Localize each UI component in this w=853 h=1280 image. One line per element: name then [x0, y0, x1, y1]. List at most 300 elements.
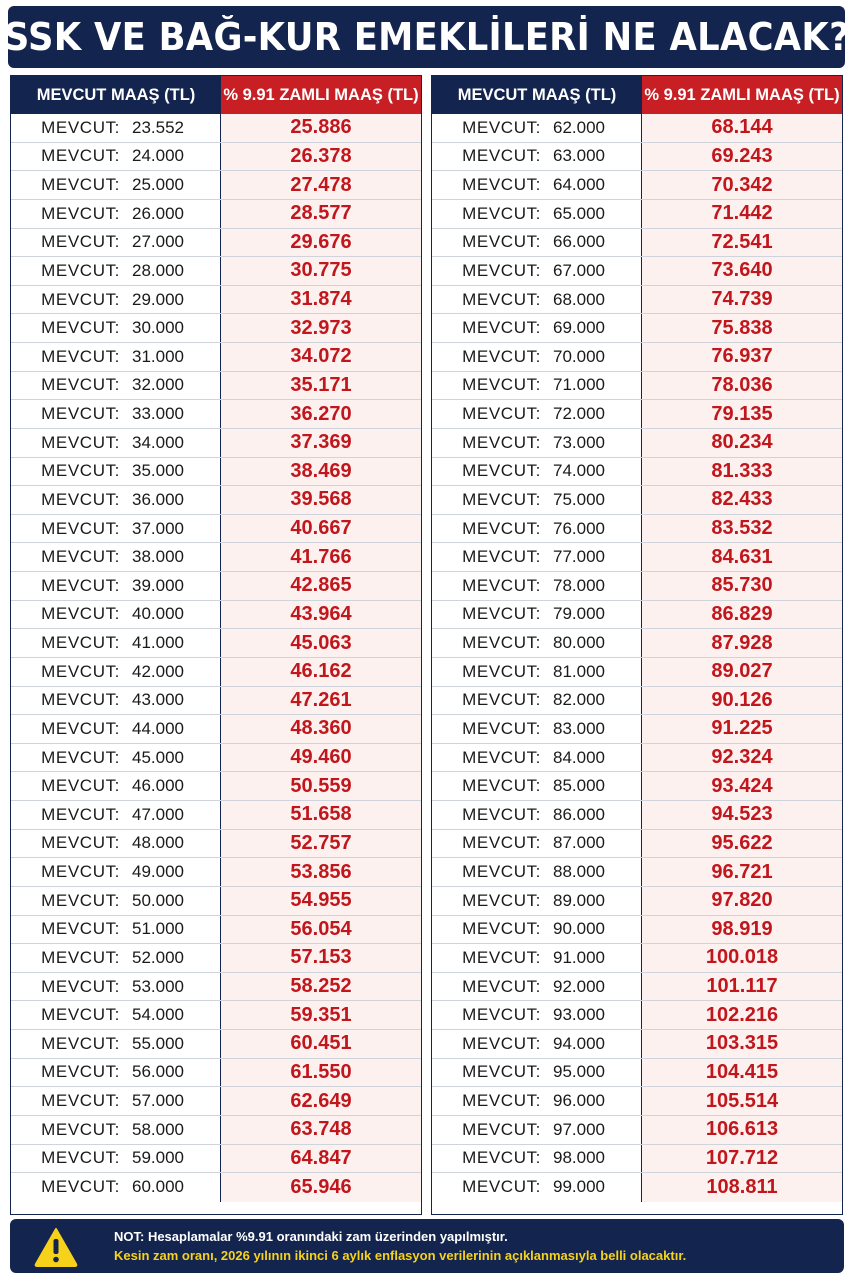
current-salary-value: 71.000 — [553, 375, 605, 395]
table-row — [11, 200, 421, 229]
current-salary-cell — [432, 601, 642, 629]
table-row — [11, 1087, 421, 1116]
current-salary-cell — [432, 372, 642, 400]
table-row — [432, 687, 842, 716]
current-salary-value: 27.000 — [132, 232, 184, 252]
table-row — [432, 772, 842, 801]
row-prefix-label: MEVCUT: — [41, 203, 120, 223]
current-salary-value: 79.000 — [553, 604, 605, 624]
current-salary-cell — [11, 257, 221, 285]
row-prefix-label: MEVCUT: — [462, 1091, 541, 1111]
raised-salary-value: 50.559 — [221, 772, 421, 800]
row-prefix-label: MEVCUT: — [41, 575, 120, 595]
current-salary-value: 76.000 — [553, 518, 605, 538]
raised-salary-value: 34.072 — [221, 343, 421, 371]
table-row — [432, 1030, 842, 1059]
current-salary-value: 34.000 — [132, 432, 184, 452]
current-salary-cell — [432, 286, 642, 314]
raised-salary-value: 101.117 — [642, 973, 842, 1001]
row-prefix-label: MEVCUT: — [41, 232, 120, 252]
raised-salary-value: 48.360 — [221, 715, 421, 743]
table-row — [11, 114, 421, 143]
current-salary-cell — [11, 944, 221, 972]
table-header — [432, 76, 842, 114]
row-prefix-label: MEVCUT: — [41, 461, 120, 481]
raised-salary-value: 96.721 — [642, 858, 842, 886]
current-salary-cell — [432, 801, 642, 829]
current-salary-value: 31.000 — [132, 346, 184, 366]
raised-salary-value: 59.351 — [221, 1001, 421, 1029]
current-salary-value: 75.000 — [553, 489, 605, 509]
current-salary-cell — [432, 572, 642, 600]
raised-salary-value: 102.216 — [642, 1001, 842, 1029]
current-salary-value: 98.000 — [553, 1148, 605, 1168]
current-salary-value: 38.000 — [132, 547, 184, 567]
current-salary-value: 26.000 — [132, 203, 184, 223]
current-salary-value: 62.000 — [553, 117, 605, 137]
current-salary-cell — [11, 973, 221, 1001]
row-prefix-label: MEVCUT: — [41, 375, 120, 395]
row-prefix-label: MEVCUT: — [462, 747, 541, 767]
raised-salary-value: 106.613 — [642, 1116, 842, 1144]
raised-salary-value: 47.261 — [221, 687, 421, 715]
current-salary-value: 86.000 — [553, 804, 605, 824]
table-row — [11, 944, 421, 973]
raised-salary-value: 94.523 — [642, 801, 842, 829]
current-salary-value: 59.000 — [132, 1148, 184, 1168]
table-row — [11, 257, 421, 286]
raised-salary-value: 79.135 — [642, 400, 842, 428]
current-salary-cell — [11, 286, 221, 314]
current-salary-value: 66.000 — [553, 232, 605, 252]
row-prefix-label: MEVCUT: — [462, 776, 541, 796]
row-prefix-label: MEVCUT: — [462, 117, 541, 137]
current-salary-cell — [11, 830, 221, 858]
row-prefix-label: MEVCUT: — [41, 146, 120, 166]
current-salary-value: 54.000 — [132, 1005, 184, 1025]
raised-salary-value: 85.730 — [642, 572, 842, 600]
raised-salary-value: 56.054 — [221, 916, 421, 944]
header-raised-salary: % 9.91 ZAMLI MAAŞ (TL) — [642, 76, 842, 114]
row-prefix-label: MEVCUT: — [462, 432, 541, 452]
table-row — [432, 143, 842, 172]
row-prefix-label: MEVCUT: — [462, 489, 541, 509]
table-row — [432, 257, 842, 286]
current-salary-value: 85.000 — [553, 776, 605, 796]
table-row — [11, 916, 421, 945]
current-salary-cell — [11, 744, 221, 772]
raised-salary-value: 107.712 — [642, 1145, 842, 1173]
row-prefix-label: MEVCUT: — [41, 833, 120, 853]
current-salary-cell — [432, 143, 642, 171]
row-prefix-label: MEVCUT: — [462, 976, 541, 996]
row-prefix-label: MEVCUT: — [41, 804, 120, 824]
raised-salary-value: 89.027 — [642, 658, 842, 686]
row-prefix-label: MEVCUT: — [462, 575, 541, 595]
raised-salary-value: 45.063 — [221, 629, 421, 657]
current-salary-value: 78.000 — [553, 575, 605, 595]
row-prefix-label: MEVCUT: — [462, 375, 541, 395]
current-salary-value: 24.000 — [132, 146, 184, 166]
current-salary-cell — [11, 1030, 221, 1058]
row-prefix-label: MEVCUT: — [462, 1062, 541, 1082]
row-prefix-label: MEVCUT: — [462, 661, 541, 681]
current-salary-value: 63.000 — [553, 146, 605, 166]
raised-salary-value: 27.478 — [221, 171, 421, 199]
current-salary-cell — [432, 629, 642, 657]
header-raised-salary: % 9.91 ZAMLI MAAŞ (TL) — [221, 76, 421, 114]
salary-table-right — [431, 75, 843, 1215]
table-row — [11, 229, 421, 258]
current-salary-cell — [11, 429, 221, 457]
raised-salary-value: 71.442 — [642, 200, 842, 228]
table-row — [432, 1173, 842, 1202]
current-salary-cell — [11, 601, 221, 629]
row-prefix-label: MEVCUT: — [462, 461, 541, 481]
row-prefix-label: MEVCUT: — [462, 947, 541, 967]
row-prefix-label: MEVCUT: — [462, 633, 541, 653]
raised-salary-value: 86.829 — [642, 601, 842, 629]
table-row — [432, 171, 842, 200]
table-body — [11, 114, 421, 1202]
current-salary-cell — [432, 772, 642, 800]
table-row — [11, 343, 421, 372]
table-row — [11, 1145, 421, 1174]
current-salary-cell — [11, 515, 221, 543]
row-prefix-label: MEVCUT: — [41, 289, 120, 309]
current-salary-cell — [11, 772, 221, 800]
raised-salary-value: 68.144 — [642, 114, 842, 142]
row-prefix-label: MEVCUT: — [41, 1148, 120, 1168]
current-salary-cell — [432, 343, 642, 371]
raised-salary-value: 58.252 — [221, 973, 421, 1001]
table-row — [432, 429, 842, 458]
current-salary-cell — [432, 887, 642, 915]
current-salary-cell — [432, 944, 642, 972]
current-salary-value: 88.000 — [553, 862, 605, 882]
current-salary-value: 80.000 — [553, 633, 605, 653]
current-salary-cell — [11, 916, 221, 944]
current-salary-cell — [432, 1173, 642, 1202]
row-prefix-label: MEVCUT: — [41, 518, 120, 538]
current-salary-value: 69.000 — [553, 318, 605, 338]
row-prefix-label: MEVCUT: — [462, 404, 541, 424]
current-salary-value: 50.000 — [132, 890, 184, 910]
current-salary-cell — [11, 543, 221, 571]
table-row — [432, 400, 842, 429]
current-salary-value: 40.000 — [132, 604, 184, 624]
current-salary-cell — [11, 229, 221, 257]
raised-salary-value: 32.973 — [221, 314, 421, 342]
current-salary-cell — [11, 171, 221, 199]
row-prefix-label: MEVCUT: — [462, 690, 541, 710]
current-salary-cell — [432, 658, 642, 686]
raised-salary-value: 51.658 — [221, 801, 421, 829]
current-salary-cell — [432, 858, 642, 886]
row-prefix-label: MEVCUT: — [462, 862, 541, 882]
raised-salary-value: 29.676 — [221, 229, 421, 257]
raised-salary-value: 43.964 — [221, 601, 421, 629]
current-salary-cell — [432, 114, 642, 142]
row-prefix-label: MEVCUT: — [41, 175, 120, 195]
current-salary-cell — [11, 458, 221, 486]
current-salary-value: 58.000 — [132, 1119, 184, 1139]
current-salary-cell — [432, 543, 642, 571]
current-salary-cell — [432, 687, 642, 715]
row-prefix-label: MEVCUT: — [41, 1119, 120, 1139]
raised-salary-value: 90.126 — [642, 687, 842, 715]
note-line-1: NOT: Hesaplamalar %9.91 oranındaki zam üzerinden yapılmıştır. — [114, 1229, 508, 1244]
raised-salary-value: 31.874 — [221, 286, 421, 314]
current-salary-value: 92.000 — [553, 976, 605, 996]
raised-salary-value: 97.820 — [642, 887, 842, 915]
current-salary-value: 60.000 — [132, 1177, 184, 1197]
salary-table-left — [10, 75, 422, 1215]
raised-salary-value: 95.622 — [642, 830, 842, 858]
current-salary-value: 57.000 — [132, 1091, 184, 1111]
table-row — [11, 1116, 421, 1145]
raised-salary-value: 78.036 — [642, 372, 842, 400]
row-prefix-label: MEVCUT: — [41, 919, 120, 939]
row-prefix-label: MEVCUT: — [462, 518, 541, 538]
current-salary-value: 90.000 — [553, 919, 605, 939]
row-prefix-label: MEVCUT: — [462, 890, 541, 910]
current-salary-value: 97.000 — [553, 1119, 605, 1139]
raised-salary-value: 87.928 — [642, 629, 842, 657]
raised-salary-value: 28.577 — [221, 200, 421, 228]
row-prefix-label: MEVCUT: — [41, 489, 120, 509]
raised-salary-value: 63.748 — [221, 1116, 421, 1144]
raised-salary-value: 104.415 — [642, 1059, 842, 1087]
raised-salary-value: 73.640 — [642, 257, 842, 285]
current-salary-value: 39.000 — [132, 575, 184, 595]
current-salary-value: 89.000 — [553, 890, 605, 910]
current-salary-cell — [432, 1116, 642, 1144]
current-salary-value: 37.000 — [132, 518, 184, 538]
row-prefix-label: MEVCUT: — [41, 318, 120, 338]
row-prefix-label: MEVCUT: — [41, 1091, 120, 1111]
raised-salary-value: 35.171 — [221, 372, 421, 400]
current-salary-value: 74.000 — [553, 461, 605, 481]
table-row — [432, 572, 842, 601]
row-prefix-label: MEVCUT: — [462, 1033, 541, 1053]
note-line-2: Kesin zam oranı, 2026 yılının ikinci 6 aylık enflasyon verilerinin açıklanmasıyla belli olacaktır. — [114, 1248, 687, 1263]
table-row — [11, 629, 421, 658]
table-row — [432, 343, 842, 372]
raised-salary-value: 30.775 — [221, 257, 421, 285]
raised-salary-value: 54.955 — [221, 887, 421, 915]
table-header — [11, 76, 421, 114]
row-prefix-label: MEVCUT: — [41, 260, 120, 280]
current-salary-cell — [432, 429, 642, 457]
raised-salary-value: 62.649 — [221, 1087, 421, 1115]
current-salary-cell — [11, 1087, 221, 1115]
table-row — [11, 543, 421, 572]
table-row — [11, 830, 421, 859]
current-salary-cell — [11, 114, 221, 142]
current-salary-cell — [432, 830, 642, 858]
table-row — [11, 429, 421, 458]
current-salary-value: 64.000 — [553, 175, 605, 195]
raised-salary-value: 108.811 — [642, 1173, 842, 1202]
table-row — [11, 1059, 421, 1088]
current-salary-cell — [432, 1087, 642, 1115]
row-prefix-label: MEVCUT: — [41, 747, 120, 767]
table-row — [11, 744, 421, 773]
current-salary-cell — [432, 916, 642, 944]
table-row — [11, 515, 421, 544]
row-prefix-label: MEVCUT: — [462, 547, 541, 567]
table-row — [432, 658, 842, 687]
raised-salary-value: 69.243 — [642, 143, 842, 171]
current-salary-cell — [432, 314, 642, 342]
current-salary-cell — [11, 200, 221, 228]
current-salary-value: 29.000 — [132, 289, 184, 309]
table-row — [432, 916, 842, 945]
current-salary-value: 35.000 — [132, 461, 184, 481]
raised-salary-value: 92.324 — [642, 744, 842, 772]
current-salary-cell — [11, 1145, 221, 1173]
title-banner — [3, 6, 850, 68]
raised-salary-value: 61.550 — [221, 1059, 421, 1087]
current-salary-cell — [432, 171, 642, 199]
current-salary-value: 94.000 — [553, 1033, 605, 1053]
current-salary-value: 51.000 — [132, 919, 184, 939]
current-salary-value: 46.000 — [132, 776, 184, 796]
current-salary-value: 55.000 — [132, 1033, 184, 1053]
current-salary-cell — [11, 1059, 221, 1087]
row-prefix-label: MEVCUT: — [41, 1177, 120, 1197]
current-salary-value: 70.000 — [553, 346, 605, 366]
header-current-salary: MEVCUT MAAŞ (TL) — [432, 76, 642, 114]
table-row — [432, 515, 842, 544]
row-prefix-label: MEVCUT: — [41, 547, 120, 567]
table-row — [11, 772, 421, 801]
current-salary-value: 77.000 — [553, 547, 605, 567]
current-salary-cell — [11, 687, 221, 715]
raised-salary-value: 75.838 — [642, 314, 842, 342]
table-row — [11, 973, 421, 1002]
row-prefix-label: MEVCUT: — [41, 404, 120, 424]
raised-salary-value: 100.018 — [642, 944, 842, 972]
current-salary-value: 73.000 — [553, 432, 605, 452]
table-row — [432, 830, 842, 859]
table-row — [432, 973, 842, 1002]
row-prefix-label: MEVCUT: — [462, 833, 541, 853]
table-row — [432, 200, 842, 229]
table-row — [432, 744, 842, 773]
table-row — [432, 887, 842, 916]
table-row — [432, 629, 842, 658]
table-row — [11, 171, 421, 200]
raised-salary-value: 83.532 — [642, 515, 842, 543]
row-prefix-label: MEVCUT: — [462, 318, 541, 338]
row-prefix-label: MEVCUT: — [462, 289, 541, 309]
current-salary-value: 53.000 — [132, 976, 184, 996]
row-prefix-label: MEVCUT: — [41, 776, 120, 796]
row-prefix-label: MEVCUT: — [462, 260, 541, 280]
warning-icon — [34, 1227, 78, 1267]
current-salary-cell — [432, 257, 642, 285]
raised-salary-value: 40.667 — [221, 515, 421, 543]
current-salary-value: 95.000 — [553, 1062, 605, 1082]
row-prefix-label: MEVCUT: — [462, 919, 541, 939]
table-row — [11, 286, 421, 315]
table-row — [432, 1059, 842, 1088]
current-salary-value: 93.000 — [553, 1005, 605, 1025]
raised-salary-value: 105.514 — [642, 1087, 842, 1115]
table-row — [432, 543, 842, 572]
current-salary-cell — [432, 400, 642, 428]
current-salary-value: 30.000 — [132, 318, 184, 338]
raised-salary-value: 84.631 — [642, 543, 842, 571]
table-body — [432, 114, 842, 1202]
table-row — [11, 486, 421, 515]
current-salary-value: 67.000 — [553, 260, 605, 280]
row-prefix-label: MEVCUT: — [41, 1033, 120, 1053]
row-prefix-label: MEVCUT: — [462, 1119, 541, 1139]
current-salary-value: 41.000 — [132, 633, 184, 653]
row-prefix-label: MEVCUT: — [41, 890, 120, 910]
row-prefix-label: MEVCUT: — [462, 146, 541, 166]
row-prefix-label: MEVCUT: — [462, 604, 541, 624]
current-salary-cell — [11, 629, 221, 657]
current-salary-cell — [432, 1030, 642, 1058]
current-salary-value: 68.000 — [553, 289, 605, 309]
row-prefix-label: MEVCUT: — [462, 175, 541, 195]
current-salary-cell — [432, 1059, 642, 1087]
current-salary-cell — [432, 1001, 642, 1029]
current-salary-cell — [11, 658, 221, 686]
row-prefix-label: MEVCUT: — [41, 862, 120, 882]
current-salary-value: 47.000 — [132, 804, 184, 824]
row-prefix-label: MEVCUT: — [41, 1005, 120, 1025]
current-salary-cell — [432, 515, 642, 543]
table-row — [11, 601, 421, 630]
current-salary-value: 49.000 — [132, 862, 184, 882]
row-prefix-label: MEVCUT: — [41, 690, 120, 710]
table-row — [11, 658, 421, 687]
table-row — [432, 1145, 842, 1174]
current-salary-cell — [11, 801, 221, 829]
current-salary-value: 23.552 — [132, 117, 184, 137]
table-row — [11, 372, 421, 401]
row-prefix-label: MEVCUT: — [462, 232, 541, 252]
row-prefix-label: MEVCUT: — [462, 1005, 541, 1025]
current-salary-value: 82.000 — [553, 690, 605, 710]
current-salary-cell — [11, 372, 221, 400]
raised-salary-value: 37.369 — [221, 429, 421, 457]
table-row — [432, 715, 842, 744]
table-row — [11, 887, 421, 916]
table-row — [432, 114, 842, 143]
row-prefix-label: MEVCUT: — [41, 432, 120, 452]
current-salary-cell — [11, 400, 221, 428]
table-row — [11, 801, 421, 830]
note-text — [114, 1227, 686, 1265]
current-salary-value: 56.000 — [132, 1062, 184, 1082]
current-salary-value: 33.000 — [132, 404, 184, 424]
current-salary-cell — [432, 486, 642, 514]
current-salary-cell — [432, 229, 642, 257]
table-row — [432, 944, 842, 973]
current-salary-value: 44.000 — [132, 718, 184, 738]
table-row — [432, 229, 842, 258]
raised-salary-value: 80.234 — [642, 429, 842, 457]
current-salary-value: 99.000 — [553, 1177, 605, 1197]
current-salary-cell — [432, 973, 642, 1001]
current-salary-value: 52.000 — [132, 947, 184, 967]
